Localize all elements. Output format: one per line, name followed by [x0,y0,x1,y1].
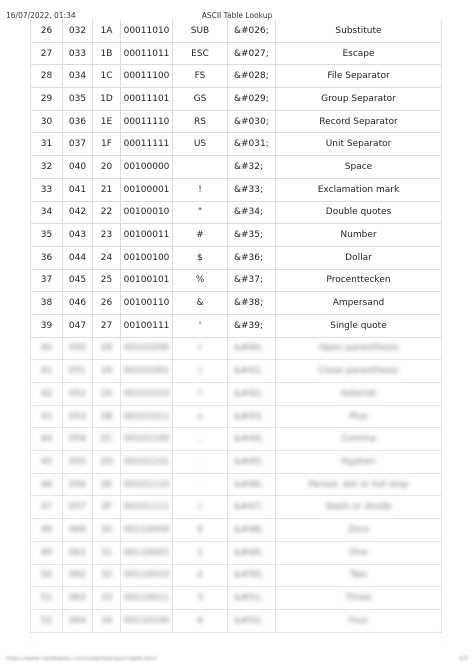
hex-cell: 34 [93,609,121,632]
symbol-cell: US [173,133,228,156]
description-cell: Plus [276,405,442,428]
symbol-cell: - [173,451,228,474]
html-number-cell: &#42; [228,383,276,406]
symbol-cell: ( [173,337,228,360]
oct-cell: 044 [63,246,93,269]
oct-cell: 055 [63,451,93,474]
hex-cell: 30 [93,519,121,542]
hex-cell: 32 [93,564,121,587]
dec-cell: 38 [31,292,63,315]
ascii-table [30,20,442,633]
bin-cell: 00011110 [121,110,173,133]
dec-cell: 43 [31,405,63,428]
description-cell: Four [276,609,442,632]
html-number-cell: &#028; [228,65,276,88]
oct-cell: 052 [63,383,93,406]
symbol-cell: 4 [173,609,228,632]
description-cell: Open parenthesis [276,337,442,360]
description-cell: Comma [276,428,442,451]
hex-cell: 31 [93,541,121,564]
hex-cell: 1D [93,88,121,111]
hex-cell: 2C [93,428,121,451]
dec-cell: 37 [31,269,63,292]
description-cell: Record Separator [276,110,442,133]
table-body [31,20,442,337]
bin-cell: 00101010 [121,383,173,406]
dec-cell: 45 [31,451,63,474]
dec-cell: 26 [31,20,63,42]
bin-cell: 00100100 [121,246,173,269]
description-cell: Space [276,156,442,179]
html-number-cell: &#33; [228,178,276,201]
oct-cell: 032 [63,20,93,42]
bin-cell: 00100101 [121,269,173,292]
html-number-cell: &#45; [228,451,276,474]
html-number-cell: &#34; [228,201,276,224]
dec-cell: 32 [31,156,63,179]
table-row [31,133,442,156]
symbol-cell: $ [173,246,228,269]
bin-cell: 00011011 [121,42,173,65]
html-number-cell: &#48; [228,519,276,542]
description-cell: Hyphen [276,451,442,474]
hex-cell: 20 [93,156,121,179]
table-row [31,269,442,292]
table-row [31,519,442,542]
table-row [31,292,442,315]
dec-cell: 49 [31,541,63,564]
hex-cell: 24 [93,246,121,269]
oct-cell: 053 [63,405,93,428]
dec-cell: 36 [31,246,63,269]
bin-cell: 00100001 [121,178,173,201]
html-number-cell: &#52; [228,609,276,632]
table-body-blurred [31,337,442,632]
bin-cell: 00011100 [121,65,173,88]
description-cell: Unit Separator [276,133,442,156]
bin-cell: 00101111 [121,496,173,519]
dec-cell: 40 [31,337,63,360]
hex-cell: 1F [93,133,121,156]
html-number-cell: &#46; [228,473,276,496]
table-row [31,178,442,201]
oct-cell: 045 [63,269,93,292]
table-row [31,314,442,337]
hex-cell: 1E [93,110,121,133]
print-url: https://www.rapidtables.com/code/text/ascii-table.html [6,656,158,662]
hex-cell: 2F [93,496,121,519]
bin-cell: 00100110 [121,292,173,315]
html-number-cell: &#44; [228,428,276,451]
html-number-cell: &#35; [228,224,276,247]
symbol-cell: 0 [173,519,228,542]
hex-cell: 2E [93,473,121,496]
description-cell: Procenttecken [276,269,442,292]
hex-cell: 1B [93,42,121,65]
html-number-cell: &#031; [228,133,276,156]
hex-cell: 2A [93,383,121,406]
dec-cell: 47 [31,496,63,519]
html-number-cell: &#51; [228,587,276,610]
hex-cell: 25 [93,269,121,292]
dec-cell: 29 [31,88,63,111]
symbol-cell: + [173,405,228,428]
symbol-cell: # [173,224,228,247]
dec-cell: 27 [31,42,63,65]
dec-cell: 48 [31,519,63,542]
hex-cell: 2D [93,451,121,474]
html-number-cell: &#47; [228,496,276,519]
table-row [31,224,442,247]
oct-cell: 050 [63,337,93,360]
oct-cell: 062 [63,564,93,587]
oct-cell: 056 [63,473,93,496]
oct-cell: 057 [63,496,93,519]
html-number-cell: &#40; [228,337,276,360]
bin-cell: 00101100 [121,428,173,451]
description-cell: Asterisk [276,383,442,406]
symbol-cell: 3 [173,587,228,610]
hex-cell: 1C [93,65,121,88]
oct-cell: 042 [63,201,93,224]
oct-cell: 064 [63,609,93,632]
symbol-cell: GS [173,88,228,111]
html-number-cell: &#50; [228,564,276,587]
symbol-cell: ) [173,360,228,383]
table-row [31,156,442,179]
description-cell: Two [276,564,442,587]
html-number-cell: &#41; [228,360,276,383]
oct-cell: 034 [63,65,93,88]
html-number-cell: &#027; [228,42,276,65]
table-row [31,473,442,496]
bin-cell: 00100011 [121,224,173,247]
bin-cell: 00101011 [121,405,173,428]
description-cell: Exclamation mark [276,178,442,201]
bin-cell: 00101101 [121,451,173,474]
oct-cell: 061 [63,541,93,564]
table-row [31,541,442,564]
bin-cell: 00110011 [121,587,173,610]
dec-cell: 35 [31,224,63,247]
table-row [31,337,442,360]
bin-cell: 00011101 [121,88,173,111]
description-cell: Number [276,224,442,247]
description-cell: Ampersand [276,292,442,315]
oct-cell: 041 [63,178,93,201]
symbol-cell: " [173,201,228,224]
html-number-cell: &#43; [228,405,276,428]
table-row [31,201,442,224]
symbol-cell: 2 [173,564,228,587]
hex-cell: 1A [93,20,121,42]
dec-cell: 33 [31,178,63,201]
bin-cell: 00011010 [121,20,173,42]
hex-cell: 22 [93,201,121,224]
description-cell: Dollar [276,246,442,269]
table-row [31,428,442,451]
description-cell: Single quote [276,314,442,337]
symbol-cell: / [173,496,228,519]
dec-cell: 41 [31,360,63,383]
html-number-cell: &#49; [228,541,276,564]
hex-cell: 21 [93,178,121,201]
description-cell: File Separator [276,65,442,88]
oct-cell: 037 [63,133,93,156]
table-row [31,20,442,42]
html-number-cell: &#32; [228,156,276,179]
symbol-cell: FS [173,65,228,88]
table-row [31,451,442,474]
dec-cell: 46 [31,473,63,496]
table-row [31,110,442,133]
table-tail [30,630,443,640]
hex-cell: 29 [93,360,121,383]
table-row [31,587,442,610]
description-cell: Double quotes [276,201,442,224]
oct-cell: 063 [63,587,93,610]
oct-cell: 033 [63,42,93,65]
table-row [31,65,442,88]
description-cell: Escape [276,42,442,65]
dec-cell: 34 [31,201,63,224]
oct-cell: 051 [63,360,93,383]
print-header [0,0,474,20]
html-number-cell: &#030; [228,110,276,133]
symbol-cell: & [173,292,228,315]
hex-cell: 27 [93,314,121,337]
description-cell: Slash or divide [276,496,442,519]
html-number-cell: &#37; [228,269,276,292]
oct-cell: 040 [63,156,93,179]
description-cell: Substitute [276,20,442,42]
page-number: 2/3 [459,656,468,662]
dec-cell: 42 [31,383,63,406]
html-number-cell: &#38; [228,292,276,315]
bin-cell: 00110010 [121,564,173,587]
description-cell: Group Separator [276,88,442,111]
symbol-cell: % [173,269,228,292]
symbol-cell: SUB [173,20,228,42]
symbol-cell [173,156,228,179]
table-row [31,609,442,632]
dec-cell: 51 [31,587,63,610]
symbol-cell: ! [173,178,228,201]
print-footer [0,650,474,670]
bin-cell: 00110000 [121,519,173,542]
html-number-cell: &#026; [228,20,276,42]
dec-cell: 50 [31,564,63,587]
hex-cell: 33 [93,587,121,610]
bin-cell: 00100010 [121,201,173,224]
oct-cell: 054 [63,428,93,451]
description-cell: Close parenthesis [276,360,442,383]
hex-cell: 23 [93,224,121,247]
bin-cell: 00100000 [121,156,173,179]
symbol-cell: ESC [173,42,228,65]
bin-cell: 00011111 [121,133,173,156]
html-number-cell: &#029; [228,88,276,111]
description-cell: Period, dot or full stop [276,473,442,496]
oct-cell: 046 [63,292,93,315]
description-cell: One [276,541,442,564]
print-date: 16/07/2022, 01:34 [6,11,76,20]
oct-cell: 043 [63,224,93,247]
bin-cell: 00110001 [121,541,173,564]
page-title: ASCII Table Lookup [201,11,273,20]
table-row [31,383,442,406]
description-cell: Zero [276,519,442,542]
dec-cell: 44 [31,428,63,451]
bin-cell: 00100111 [121,314,173,337]
ascii-table-container [30,20,441,633]
symbol-cell: , [173,428,228,451]
symbol-cell: RS [173,110,228,133]
html-number-cell: &#39; [228,314,276,337]
oct-cell: 060 [63,519,93,542]
oct-cell: 035 [63,88,93,111]
bin-cell: 00110100 [121,609,173,632]
symbol-cell: 1 [173,541,228,564]
dec-cell: 30 [31,110,63,133]
bin-cell: 00101000 [121,337,173,360]
description-cell: Three [276,587,442,610]
oct-cell: 047 [63,314,93,337]
hex-cell: 28 [93,337,121,360]
dec-cell: 39 [31,314,63,337]
symbol-cell: ' [173,314,228,337]
bin-cell: 00101001 [121,360,173,383]
table-row [31,360,442,383]
html-number-cell: &#36; [228,246,276,269]
table-row [31,405,442,428]
hex-cell: 26 [93,292,121,315]
table-row [31,42,442,65]
symbol-cell: . [173,473,228,496]
dec-cell: 52 [31,609,63,632]
table-row [31,88,442,111]
hex-cell: 2B [93,405,121,428]
bin-cell: 00101110 [121,473,173,496]
table-row [31,496,442,519]
table-row [31,564,442,587]
dec-cell: 31 [31,133,63,156]
table-row [31,246,442,269]
dec-cell: 28 [31,65,63,88]
oct-cell: 036 [63,110,93,133]
symbol-cell: * [173,383,228,406]
